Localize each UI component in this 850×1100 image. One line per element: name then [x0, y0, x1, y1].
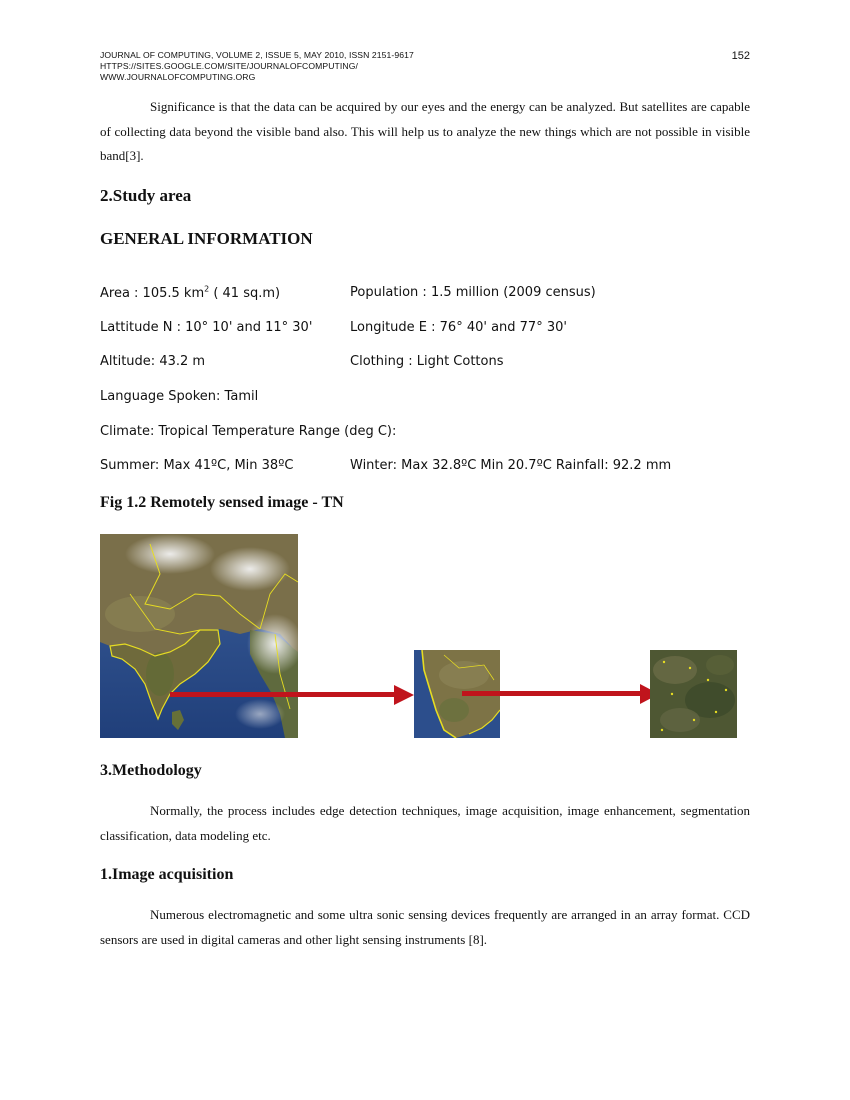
longitude-text: Longitude E : 76° 40' and 77° 30' [350, 320, 567, 335]
general-information-heading: GENERAL INFORMATION [100, 229, 313, 248]
population-text: Population : 1.5 million (2009 census) [350, 285, 596, 300]
info-row-coordinates [100, 320, 567, 335]
india-satellite-image [100, 534, 298, 738]
section-heading-study-area: 2.Study area [100, 186, 192, 205]
journal-header-line-3: WWW.JOURNALOFCOMPUTING.ORG [100, 72, 256, 82]
methodology-paragraph-text: Normally, the process includes edge detection techniques, image acquisition, image enhancement, segmentation classification, data modeling etc. [100, 803, 750, 843]
journal-header-line-2: HTTPS://SITES.GOOGLE.COM/SITE/JOURNALOFCOMPUTING/ [100, 61, 358, 71]
arrow-1 [170, 685, 415, 705]
section-heading-image-acquisition: 1.Image acquisition [100, 866, 234, 883]
climate-text: Climate: Tropical Temperature Range (deg C): [100, 424, 397, 439]
intro-paragraph-text: Significance is that the data can be acquired by our eyes and the energy can be analyzed. But satellites are capable of collecting data beyond the visible band also. This will help us to analyze the new things which are not possible in visible band[3]. [100, 99, 750, 163]
intro-paragraph [100, 95, 750, 169]
summer-text: Summer: Max 41ºC, Min 38ºC [100, 458, 294, 473]
clothing-text: Clothing : Light Cottons [350, 354, 504, 369]
figure-remote-sensing [100, 534, 750, 740]
info-row-area [100, 285, 596, 302]
methodology-paragraph [100, 799, 750, 848]
latitude-text: Lattitude N : 10° 10' and 11° 30' [100, 320, 313, 335]
arrow-2 [462, 684, 660, 704]
journal-header-line-1: JOURNAL OF COMPUTING, VOLUME 2, ISSUE 5, MAY 2010, ISSN 2151-9617 [100, 50, 414, 60]
winter-text: Winter: Max 32.8ºC Min 20.7ºC Rainfall: 92.2 mm [350, 458, 672, 473]
journal-header [100, 50, 660, 83]
district-zoom-image [650, 650, 737, 738]
acquisition-paragraph [100, 903, 750, 952]
section-heading-methodology: 3.Methodology [100, 762, 202, 779]
acquisition-paragraph-text: Numerous electromagnetic and some ultra sonic sensing devices frequently are arranged in an array format. CCD sensors are used in digital cameras and other light sensing instruments [8]. [100, 907, 750, 947]
area-text: Area : 105.5 $km^2$ ( 41 sq.m) [100, 285, 281, 302]
figure-caption: Fig 1.2 Remotely sensed image - TN [100, 494, 344, 511]
info-row-altitude [100, 354, 504, 369]
altitude-text: Altitude: 43.2 m [100, 354, 206, 369]
info-row-seasons [100, 458, 672, 473]
language-text: Language Spoken: Tamil [100, 389, 259, 404]
page-number: 152 [731, 50, 750, 62]
